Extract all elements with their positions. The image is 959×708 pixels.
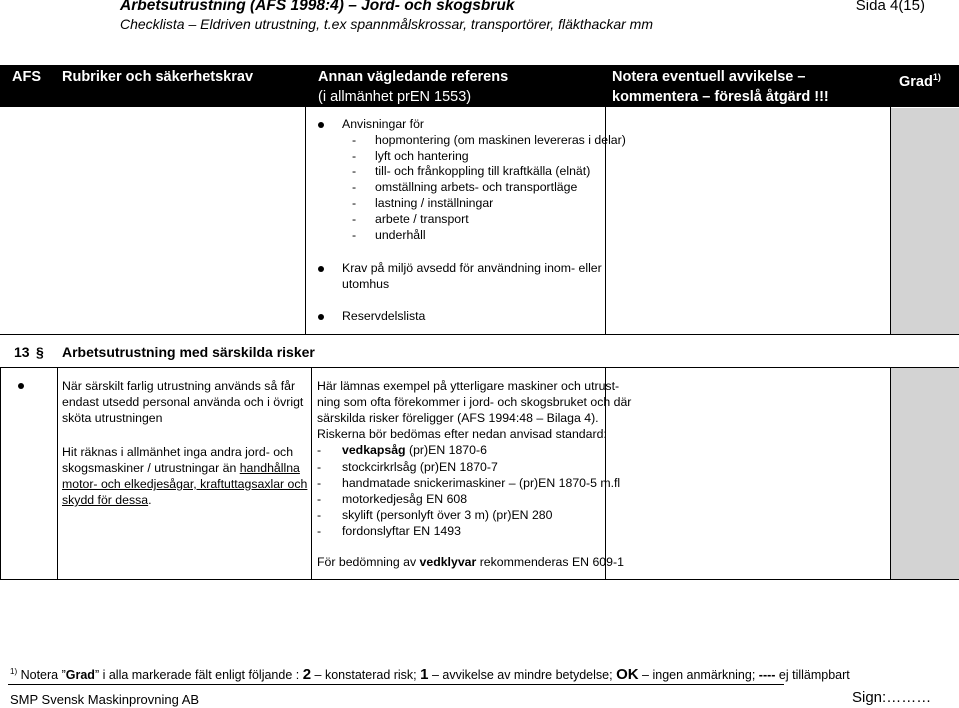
divider [890, 107, 891, 334]
grade-cell-top[interactable] [891, 108, 959, 334]
col-annan-referens [318, 67, 508, 107]
footnote-text: – avvikelse av mindre betydelse; [428, 668, 617, 682]
col-notera-line1: Notera eventuell avvikelse – [612, 69, 806, 85]
col-notera [612, 67, 829, 107]
requirement-text-underlined: motor- och elkedjesågar, kraftuttagsaxlar och [62, 477, 308, 491]
requirement-text: När särskilt farlig utrustning används så får [62, 379, 296, 393]
col-annan-line1: Annan vägledande referens [318, 69, 509, 85]
footnote [10, 666, 850, 683]
divider [0, 367, 1, 580]
anvisningar-item: omställning arbets- och transportläge [375, 180, 578, 194]
bullet [318, 122, 324, 128]
anvisningar-title: Anvisningar för [342, 117, 425, 131]
anvisningar-dash: - [352, 133, 357, 147]
grade-cell-13[interactable] [891, 368, 959, 579]
anvisningar-dash: - [352, 228, 357, 242]
footer-company: SMP Svensk Maskinprovning AB [10, 692, 200, 707]
anvisningar-item: till- och frånkoppling till kraftkälla (elnät) [375, 164, 591, 178]
reference-dash: - [317, 443, 322, 457]
divider [890, 367, 891, 580]
col-afs: AFS [12, 69, 41, 85]
requirement-text [62, 461, 300, 477]
col-grad [899, 67, 941, 92]
anvisningar-dash: - [352, 196, 357, 210]
vedklyvar-note-c: rekommenderas EN 609-1 [476, 555, 624, 569]
vedklyvar-note [317, 555, 624, 571]
table-header [0, 65, 959, 107]
footnote-text: – konstaterad risk; [311, 668, 421, 682]
reference-text: Riskerna bör bedömas efter nedan anvisad standard: [317, 427, 607, 441]
requirement-text [62, 493, 152, 509]
anvisningar-item: underhåll [375, 228, 426, 242]
reservdelslista: Reservdelslista [342, 309, 426, 323]
reference-dash: - [317, 524, 322, 538]
anvisningar-dash: - [352, 180, 357, 194]
anvisningar-dash: - [352, 212, 357, 226]
col-grad-label: Grad [899, 73, 933, 90]
divider [57, 367, 58, 580]
krav-line1: Krav på miljö avsedd för användning inom- eller [342, 261, 602, 275]
reference-text: särskilda risker föreligger (AFS 1994:48 – Bilaga 4). [317, 411, 599, 425]
requirement-text: Hit räknas i allmänhet inga andra jord- och [62, 445, 294, 459]
requirement-text: endast utsedd personal använda och i övrigt [62, 395, 304, 409]
anvisningar-item: lastning / inställningar [375, 196, 494, 210]
bullet [18, 383, 24, 389]
reference-item: fordonslyftar EN 1493 [342, 524, 461, 538]
col-annan-line2: (i allmänhet prEN 1553) [318, 89, 472, 105]
reference-item: motorkedjesåg EN 608 [342, 492, 468, 506]
divider [0, 579, 959, 580]
reference-text: Här lämnas exempel på ytterligare maskiner och utrust- [317, 379, 620, 393]
krav-line2: utomhus [342, 277, 390, 291]
footnote-grad: Grad [65, 668, 95, 682]
reference-item [342, 443, 487, 459]
footnote-key-dash: ---- [758, 668, 776, 682]
document-title: Arbetsutrustning (AFS 1998:4) – Jord- och skogsbruk [120, 0, 515, 14]
requirement-text-underlined: skydd för dessa [62, 493, 149, 507]
reference-text: ning som ofta förekommer i jord- och skogsbruket och där [317, 395, 632, 409]
reference-item: handmatade snickerimaskiner – (pr)EN 1870-5 m.fl [342, 476, 621, 490]
bullet [318, 314, 324, 320]
reference-dash: - [317, 476, 322, 490]
reference-dash: - [317, 508, 322, 522]
footnote-key-2: 2 [302, 666, 312, 683]
document-subtitle: Checklista – Eldriven utrustning, t.ex spannmålskrossar, transportörer, fläkthackar mm [120, 16, 653, 32]
footnote-text: – ingen anmärkning; [638, 668, 759, 682]
reference-item: stockcirkrlsåg (pr)EN 1870-7 [342, 460, 498, 474]
col-rubriker: Rubriker och säkerhetskrav [62, 69, 254, 85]
requirement-text: sköta utrustningen [62, 411, 163, 425]
page-number: Sida 4(15) [855, 0, 925, 14]
divider [0, 334, 959, 335]
reference-item-rest: (pr)EN 1870-6 [405, 443, 487, 457]
footnote-key-ok: OK [616, 666, 639, 683]
divider [311, 367, 312, 580]
anvisningar-item: hopmontering (om maskinen levereras i delar) [375, 133, 626, 147]
col-notera-line2: kommentera – föreslå åtgärd !!! [612, 89, 829, 105]
section-number: 13 [14, 344, 30, 360]
section-title: Arbetsutrustning med särskilda risker [62, 344, 315, 360]
footnote-text: ” i alla markerade fält enligt följande : [94, 668, 303, 682]
reference-dash: - [317, 460, 322, 474]
requirement-text-part: . [148, 493, 152, 507]
footnote-sup: 1) [10, 666, 18, 676]
footnote-key-1: 1 [420, 666, 429, 683]
anvisningar-item: arbete / transport [375, 212, 469, 226]
footnote-text: ej tillämpbart [775, 668, 850, 682]
divider [0, 367, 959, 368]
reference-item: skylift (personlyft över 3 m) (pr)EN 280 [342, 508, 553, 522]
reference-dash: - [317, 492, 322, 506]
requirement-text-part: skogsmaskiner / utrustningar än [62, 461, 240, 475]
anvisningar-dash: - [352, 149, 357, 163]
anvisningar-dash: - [352, 164, 357, 178]
footnote-text: Notera ” [17, 668, 66, 682]
footer-sign[interactable]: Sign:……… [852, 689, 932, 706]
vedklyvar-note-bold: vedklyvar [419, 555, 477, 569]
col-grad-sup: 1) [932, 72, 941, 82]
anvisningar-item: lyft och hantering [375, 149, 469, 163]
footnote-divider [8, 684, 784, 685]
bullet [318, 266, 324, 272]
requirement-text-underlined: handhållna [239, 461, 300, 475]
vedklyvar-note-a: För bedömning av [317, 555, 420, 569]
divider [305, 107, 306, 334]
reference-item-bold: vedkapsåg [342, 443, 406, 457]
paragraph-sign: § [36, 344, 44, 360]
